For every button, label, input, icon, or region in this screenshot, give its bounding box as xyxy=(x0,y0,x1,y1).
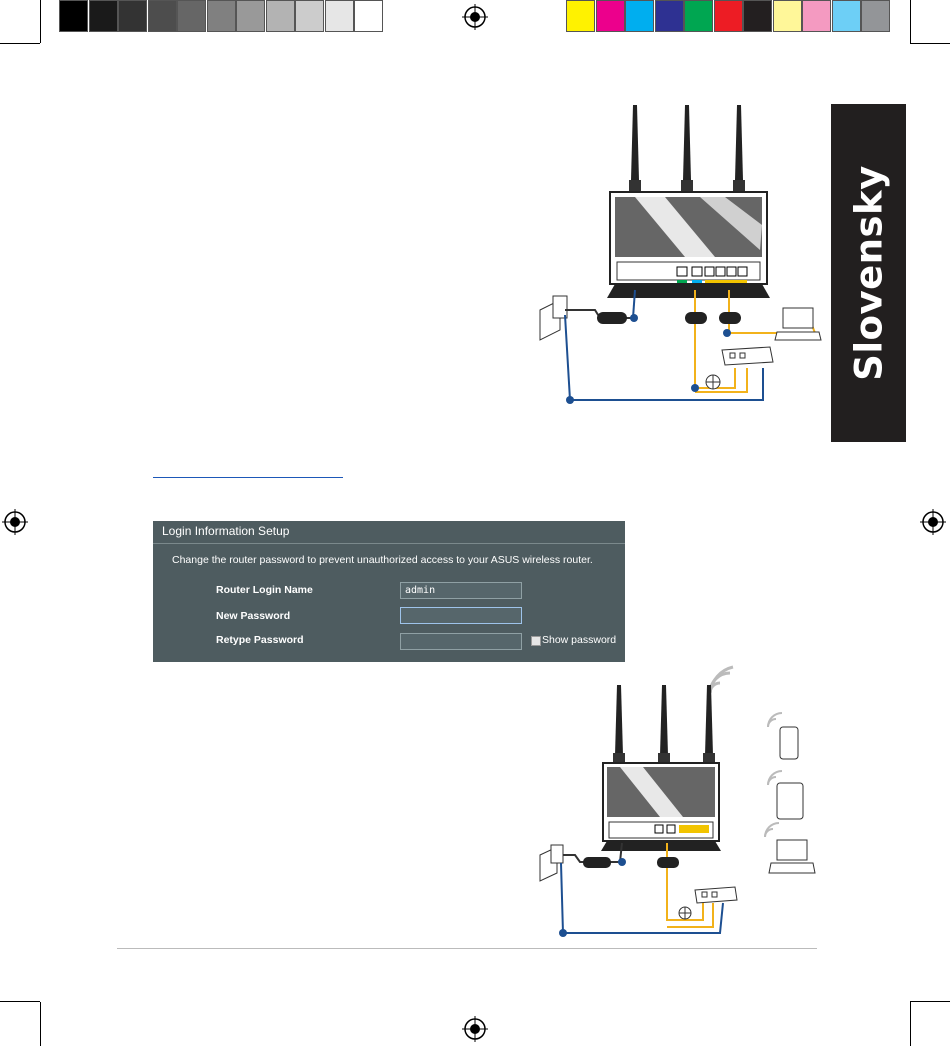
new-password-input[interactable] xyxy=(400,607,522,624)
globe-icon xyxy=(679,907,691,919)
registration-mark-icon xyxy=(462,1016,488,1042)
color-swatch xyxy=(596,0,625,32)
registration-mark-icon xyxy=(920,509,946,535)
modem-icon xyxy=(695,887,737,903)
new-password-label: New Password xyxy=(216,610,291,622)
tablet-icon xyxy=(768,771,803,819)
crop-mark xyxy=(0,1001,40,1002)
gray-swatch xyxy=(207,0,236,32)
show-password-checkbox[interactable] xyxy=(531,636,541,646)
gray-swatch xyxy=(295,0,324,32)
gray-swatch xyxy=(89,0,118,32)
gray-swatch xyxy=(236,0,265,32)
gray-swatch xyxy=(118,0,147,32)
gray-swatch xyxy=(177,0,206,32)
gray-swatch xyxy=(148,0,177,32)
crop-mark xyxy=(910,43,950,44)
panel-description: Change the router password to prevent unauthorized access to your ASUS wireless router. xyxy=(172,554,593,566)
wired-setup-diagram xyxy=(525,100,825,410)
show-password-label: Show password xyxy=(542,634,617,646)
gray-swatch xyxy=(354,0,383,32)
router-login-name-label: Router Login Name xyxy=(216,584,313,596)
panel-divider xyxy=(153,543,625,544)
gray-swatch xyxy=(59,0,88,32)
power-outlet-icon xyxy=(540,845,563,881)
router-icon xyxy=(607,192,770,298)
link-underline xyxy=(153,477,343,478)
router-login-name-input[interactable]: admin xyxy=(400,582,522,599)
color-swatch xyxy=(566,0,595,32)
language-tab-label: Slovensky xyxy=(847,165,890,381)
antenna-icon xyxy=(613,685,715,765)
gray-swatch xyxy=(325,0,354,32)
color-swatch xyxy=(832,0,861,32)
crop-mark xyxy=(40,1002,41,1046)
wifi-signal-icon xyxy=(710,667,733,693)
color-swatch xyxy=(714,0,743,32)
language-tab xyxy=(831,104,906,442)
color-swatch xyxy=(655,0,684,32)
modem-icon xyxy=(722,347,773,365)
wireless-setup-diagram xyxy=(525,665,835,940)
footer-rule xyxy=(117,948,817,949)
color-swatch xyxy=(684,0,713,32)
router-icon xyxy=(601,763,721,851)
panel-title: Login Information Setup xyxy=(162,524,290,538)
laptop-icon xyxy=(775,308,821,340)
crop-mark xyxy=(0,43,40,44)
registration-mark-icon xyxy=(462,4,488,30)
laptop-icon xyxy=(765,823,815,873)
color-swatch xyxy=(802,0,831,32)
crop-mark xyxy=(910,1002,911,1046)
crop-mark xyxy=(910,1001,950,1002)
login-info-panel xyxy=(153,521,625,662)
globe-icon xyxy=(706,375,720,389)
antenna-icon xyxy=(629,105,745,194)
color-swatch xyxy=(743,0,772,32)
color-swatch xyxy=(773,0,802,32)
retype-password-label: Retype Password xyxy=(216,634,304,646)
gray-swatch xyxy=(266,0,295,32)
crop-mark xyxy=(910,0,911,43)
retype-password-input[interactable] xyxy=(400,633,522,650)
smartphone-icon xyxy=(768,713,798,759)
color-swatch xyxy=(861,0,890,32)
color-swatch xyxy=(625,0,654,32)
power-outlet-icon xyxy=(540,296,567,340)
crop-mark xyxy=(40,0,41,43)
registration-mark-icon xyxy=(2,509,28,535)
